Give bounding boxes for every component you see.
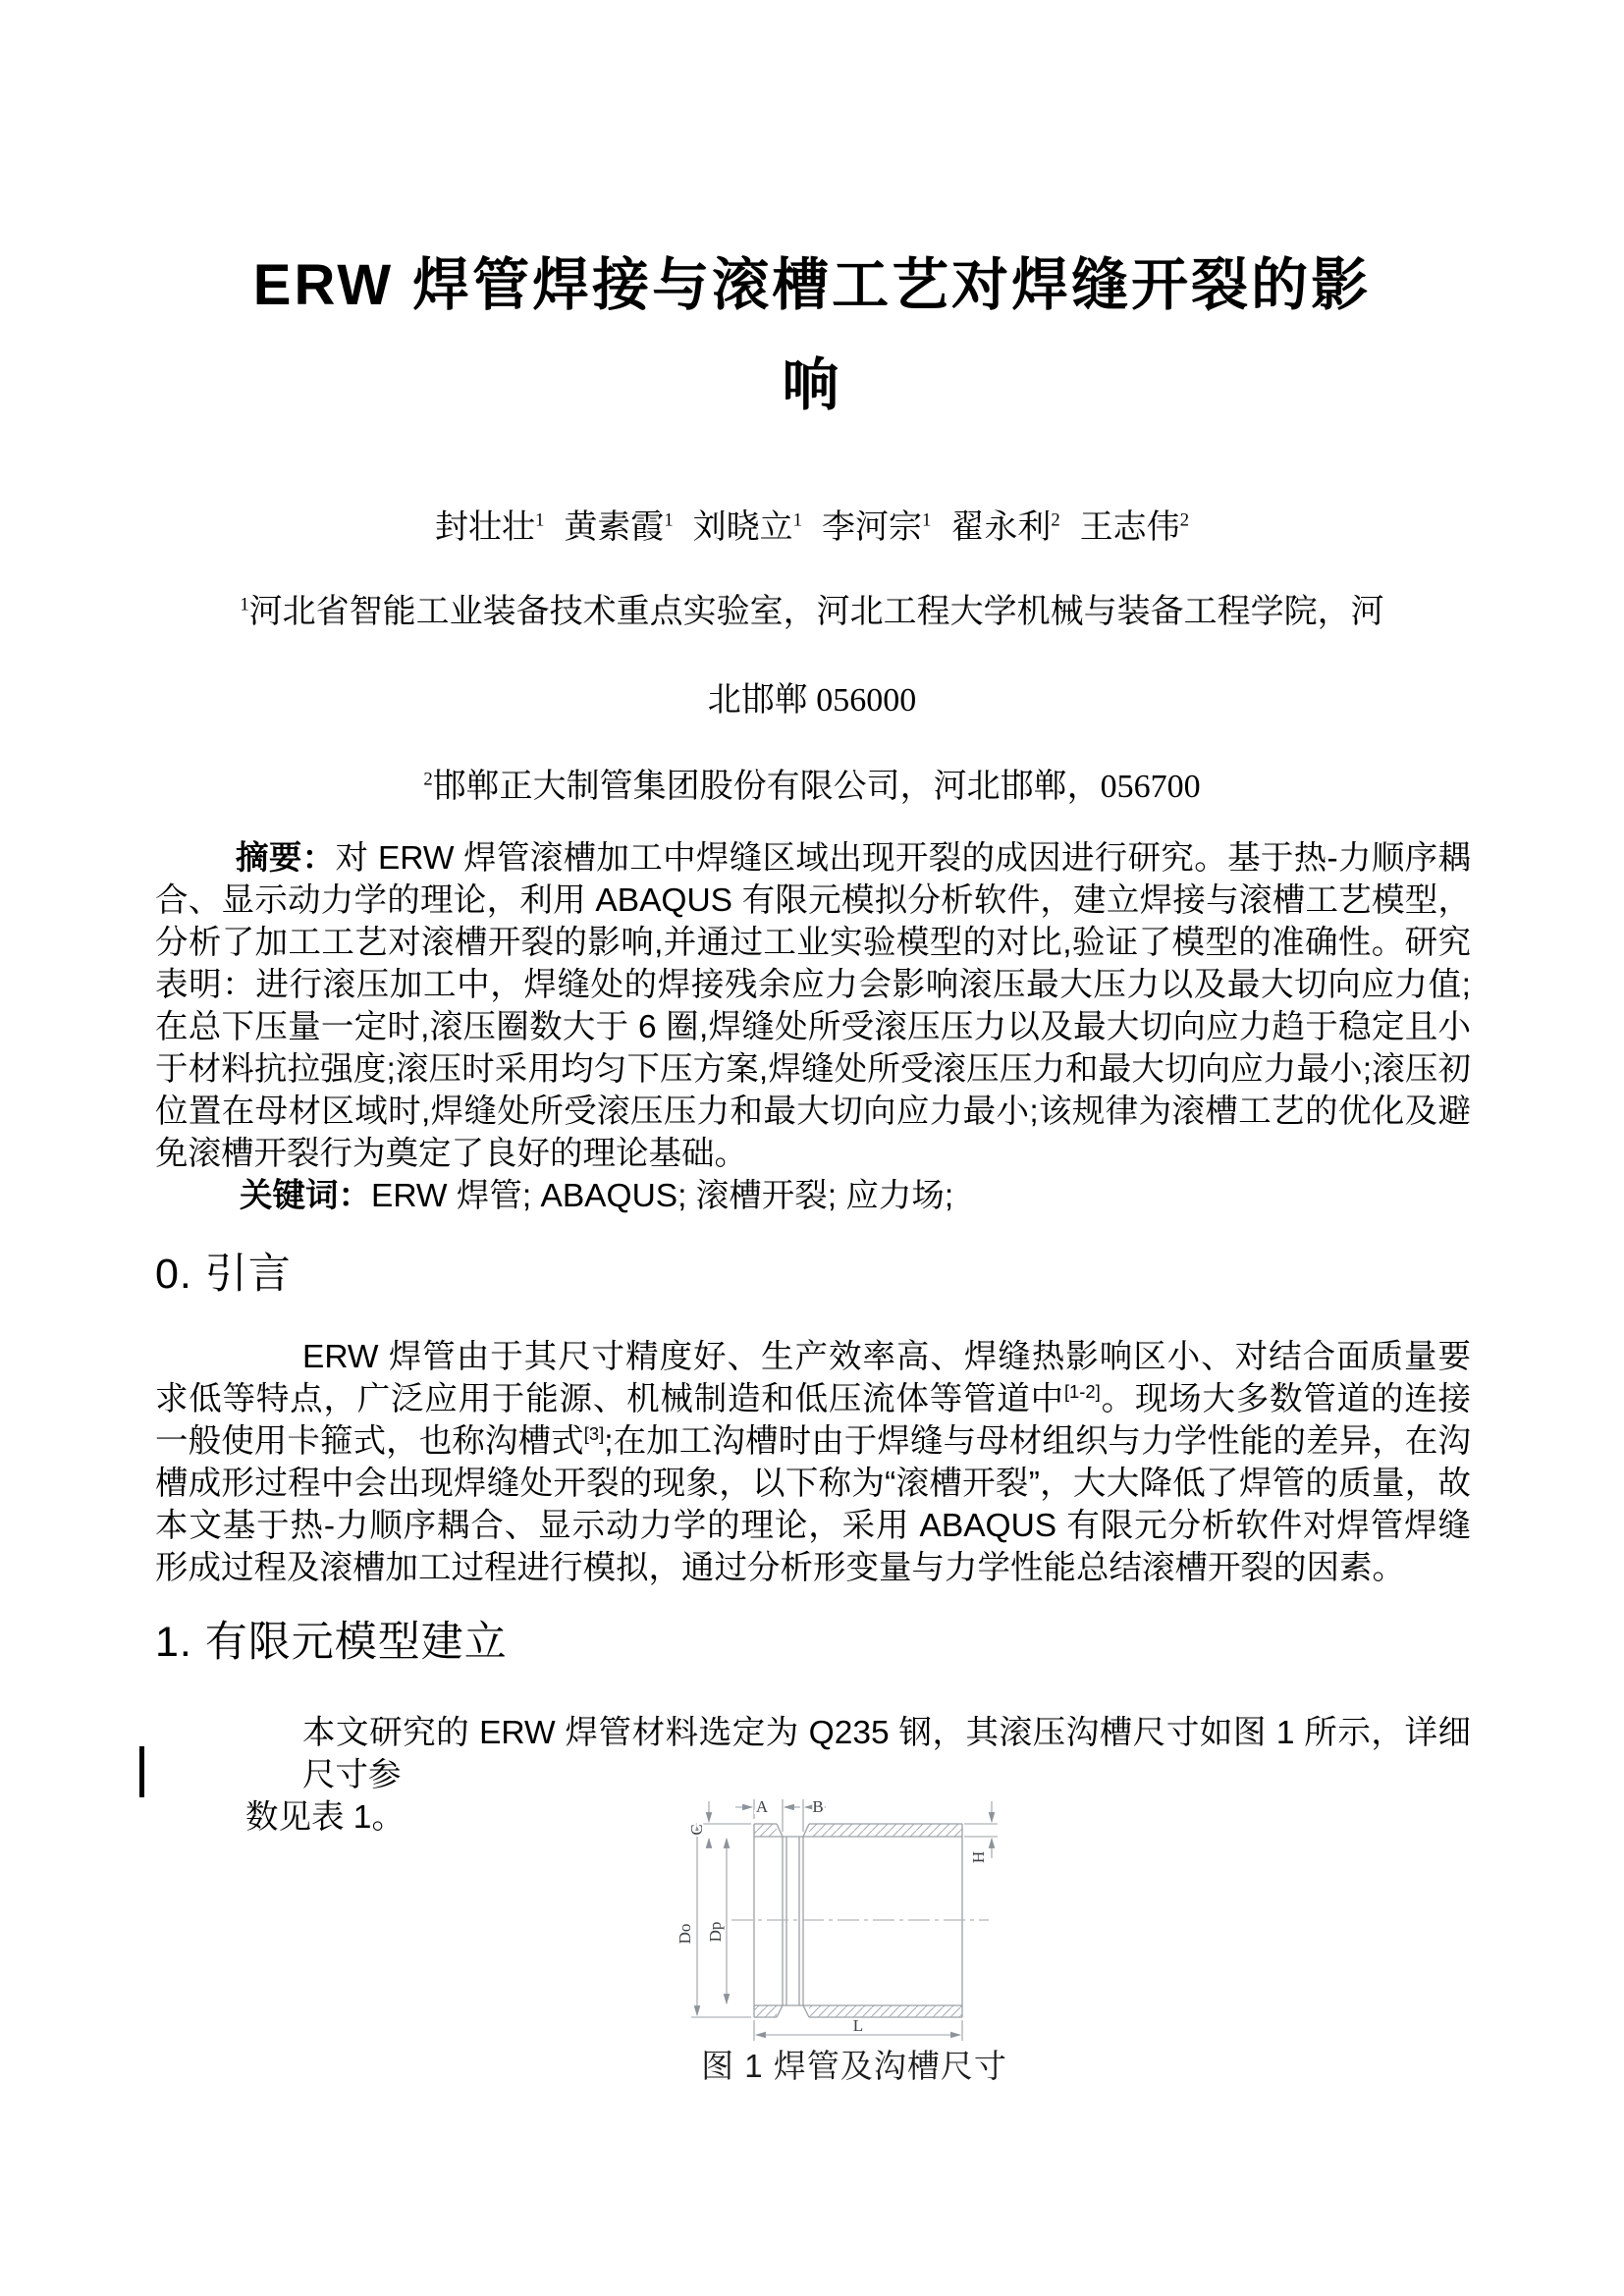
- section-heading-1: 1. 有限元模型建立: [155, 1619, 508, 1666]
- keywords-label: 关键词：: [240, 1178, 371, 1214]
- citation-ref-3: [3]: [583, 1422, 605, 1444]
- dim-label-B: B: [812, 1797, 824, 1816]
- paper-title-line-2: 响: [782, 353, 842, 417]
- figure1-caption: 图 1 焊管及沟槽尺寸: [701, 2048, 1007, 2084]
- dim-label-Do: Do: [676, 1923, 694, 1945]
- author: 王志伟$^2$: [1079, 509, 1190, 546]
- affiliation-mark: 1: [240, 594, 249, 615]
- author-affiliation-mark: 1: [792, 509, 802, 531]
- author-affiliation-mark: 1: [922, 509, 932, 531]
- author: 刘晓立$^1$: [692, 509, 802, 546]
- author-affiliation-mark: 2: [1051, 509, 1060, 531]
- abstract-text: 对 ERW 焊管滚槽加工中焊缝区域出现开裂的成因进行研究。基于热-力顺序耦合、显示动力学的理论，利用 ABAQUS 有限元模拟分析软件，建立焊接与滚槽工艺模型，分析了加工工艺对滚槽开裂的影响,并通过工业实验模型的对比,验证了模型的准确性。研究表明：进行滚压加工中，焊缝处的焊接残余应力会影响滚压最大压力以及最大切向应力值;在总下压量一定时,滚压圈数大于 6 圈,焊缝处所受滚压压力以及最大切向应力趋于稳定且小于材料抗拉强度;滚压时采用均匀下压方案,焊缝处所受滚压压力和最大切向应力最小;滚压初位置在母材区域时,焊缝处所受滚压压力和最大切向应力最小;该规律为滚槽工艺的优化及避免滚槽开裂行为奠定了良好的理论基础。: [155, 840, 1472, 1172]
- affiliation-line-3: $^2$邯郸正大制管集团股份有限公司，河北邯郸，056700: [423, 769, 1201, 805]
- paper-title-line-1: ERW 焊管焊接与滚槽工艺对焊缝开裂的影: [252, 253, 1372, 317]
- revision-change-bar: [139, 1746, 144, 1797]
- abstract-paragraph: [155, 837, 1471, 1175]
- affiliation-mark: 2: [423, 769, 433, 790]
- figure1-pipe-groove-drawing: [633, 1787, 1075, 2044]
- keywords-paragraph: [155, 1175, 1471, 1217]
- intro-text-1: ERW 焊管由于其尺寸精度好、生产效率高、焊缝热影响区小、对结合面质量要求低等特点，广泛应用于能源、机械制造和低压流体等管道中: [155, 1339, 1471, 1417]
- abstract-label: 摘要：: [236, 840, 336, 877]
- dim-label-C: C: [687, 1824, 706, 1836]
- intro-paragraph: [155, 1336, 1471, 1589]
- author-line: [0, 508, 1624, 548]
- author-affiliation-mark: 1: [534, 509, 545, 531]
- author-affiliation-mark: 1: [664, 509, 674, 531]
- author: 李河宗$^1$: [822, 509, 932, 546]
- section1-paragraph-line-1: 本文研究的 ERW 焊管材料选定为 Q235 钢，其滚压沟槽尺寸如图 1 所示，详细尺寸参: [302, 1715, 1471, 1793]
- keywords-text: ERW 焊管; ABAQUS; 滚槽开裂; 应力场;: [371, 1178, 954, 1214]
- section-heading-0: 0. 引言: [155, 1251, 292, 1298]
- dim-label-H: H: [969, 1850, 988, 1864]
- dim-label-Dp: Dp: [706, 1921, 725, 1943]
- author: 黄素霞$^1$: [564, 509, 674, 546]
- intro-text-3: ;在加工沟槽时由于焊缝与母材组织与力学性能的差异，在沟槽成形过程中会出现焊缝处开裂的现象，以下称为“滚槽开裂”，大大降低了焊管的质量，故本文基于热-力顺序耦合、显示动力学的理论，采用 ABAQUS 有限元分析软件对焊管焊缝形成过程及滚槽加工过程进行模拟，通过分析形变量与力学性能总结滚槽开裂的因素。: [155, 1423, 1472, 1586]
- citation-ref-1-2: [1-2]: [1063, 1380, 1101, 1402]
- section1-paragraph-line-2: 数见表 1。: [245, 1799, 405, 1836]
- abstract-block: [155, 837, 1471, 1217]
- dim-label-L: L: [852, 2016, 864, 2035]
- intro-text-2: 。现场大多数管道的连接一般使用卡箍式，也称沟槽式: [155, 1381, 1472, 1460]
- affiliation-line-2: 北邯郸 056000: [707, 682, 917, 719]
- author: 翟永利$^2$: [950, 509, 1060, 546]
- author-affiliation-mark: 2: [1179, 509, 1190, 531]
- affiliation-line-1: $^1$河北省智能工业装备技术重点实验室，河北工程大学机械与装备工程学院，河: [240, 594, 1384, 630]
- dim-label-A: A: [755, 1797, 769, 1816]
- author: 封壮壮$^1$: [434, 509, 545, 546]
